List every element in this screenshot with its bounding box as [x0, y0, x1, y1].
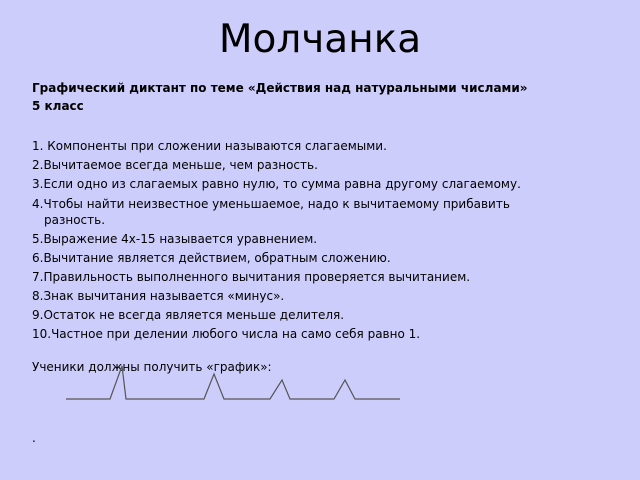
- statement-item-4-line2: разность.: [44, 213, 106, 227]
- statement-item-7: 7.Правильность выполненного вычитания проверяется вычитанием.: [32, 270, 471, 284]
- statement-item-5: 5.Выражение 4х-15 называется уравнением.: [32, 232, 318, 246]
- slide-title: Молчанка: [218, 17, 422, 62]
- answer-graph: [0, 360, 640, 410]
- subtitle-topic: Графический диктант по теме «Действия над натуральными числами»: [32, 81, 528, 95]
- statement-item-8: 8.Знак вычитания называется «минус».: [32, 289, 285, 303]
- statement-item-2: 2.Вычитаемое всегда меньше, чем разность.: [32, 158, 318, 172]
- statement-item-10: 10.Частное при делении любого числа на само себя равно 1.: [32, 327, 421, 341]
- statement-item-9: 9.Остаток не всегда является меньше делителя.: [32, 308, 345, 322]
- statement-item-1: 1. Компоненты при сложении называются слагаемыми.: [32, 139, 387, 153]
- answer-graph-line: [66, 366, 400, 399]
- statement-item-3: 3.Если одно из слагаемых равно нулю, то сумма равна другому слагаемому.: [32, 177, 521, 191]
- statement-item-4-line1: 4.Чтобы найти неизвестное уменьшаемое, надо к вычитаемому прибавить: [32, 197, 510, 211]
- trailing-mark: .: [32, 431, 36, 445]
- subtitle-grade: 5 класс: [32, 99, 84, 113]
- statement-item-4: [32, 196, 612, 228]
- graph-caption: Ученики должны получить «график»:: [32, 360, 272, 374]
- statement-list: [32, 137, 612, 344]
- statement-item-6: 6.Вычитание является действием, обратным сложению.: [32, 251, 391, 265]
